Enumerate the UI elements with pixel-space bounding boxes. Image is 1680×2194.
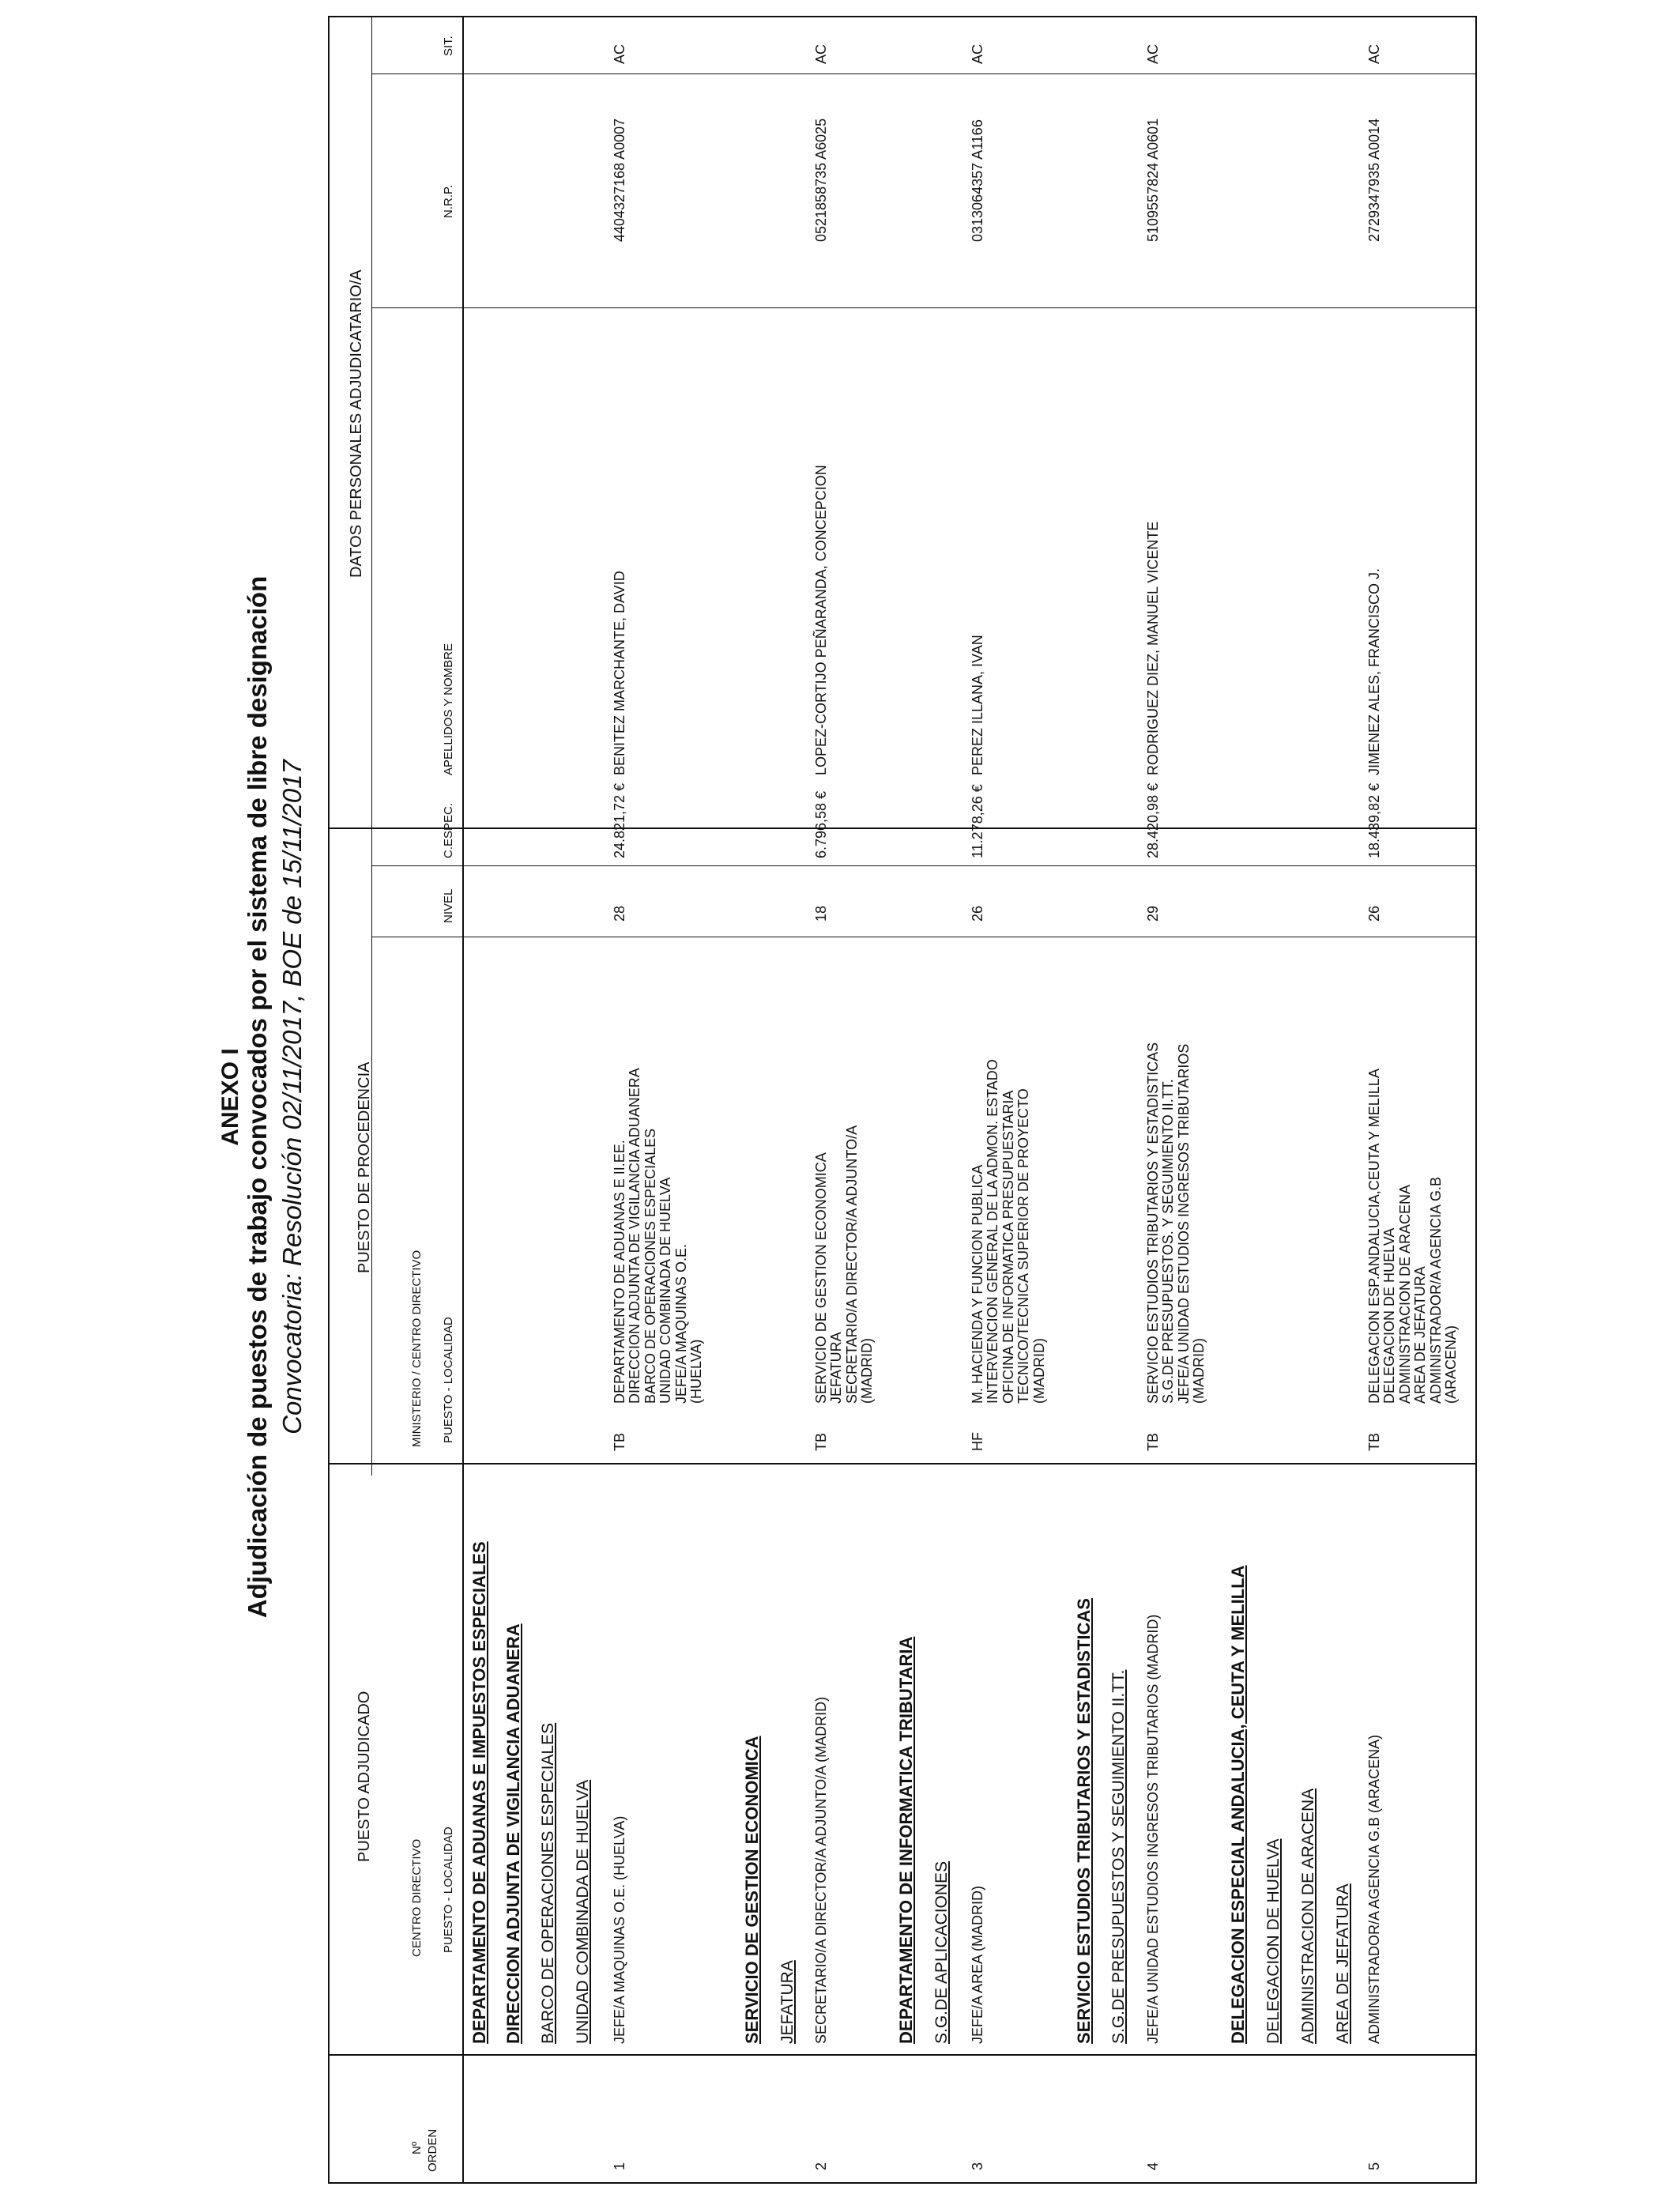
table-border-left <box>328 2182 1477 2184</box>
procedencia-detail: DELEGACION ESP.ANDALUCIA,CEUTA Y MELILLA DELEGACION DE HUELVA ADMINISTRACION DE ARACENA AREA DE JEFATURA ADMINISTRADOR/A AGENCIA G.B (ARACENA) <box>1366 1069 1460 1404</box>
puesto-localidad: SECRETARIO/A DIRECTOR/A ADJUNTO/A (MADRID) <box>813 1696 829 2044</box>
unit-label: S.G.DE APLICACIONES <box>932 1860 951 2044</box>
unit-label: AREA DE JEFATURA <box>1334 1883 1352 2044</box>
apellidos-nombre-value: PEREZ ILLANA, IVAN <box>970 635 985 775</box>
puesto-localidad-header: PUESTO - LOCALIDAD <box>442 1826 455 1953</box>
centro-directivo: DEPARTAMENTO DE INFORMATICA TRIBUTARIA <box>896 1636 916 2044</box>
sit-header: SIT. <box>442 36 455 56</box>
puesto-localidad-2-header: PUESTO - LOCALIDAD <box>442 1317 455 1443</box>
procedencia-detail: DEPARTAMENTO DE ADUANAS E II.EE. DIRECCION ADJUNTA DE VIGILANCIA ADUANERA BARCO DE OPERACIONES ESPECIALES UNIDAD COMBINADA DE HUELVA JEFE/A MAQUINAS O.E. (HUELVA) <box>612 1068 705 1404</box>
orden-number: 3 <box>970 2162 985 2170</box>
col-sep-procedencia <box>328 1463 1475 1465</box>
apellidos-nombre-value: JIMENEZ ALES, FRANCISCO J. <box>1366 567 1382 775</box>
nrp-value: 4404327168 A0007 <box>612 118 627 242</box>
centro-directivo: DIRECCION ADJUNTA DE VIGILANCIA ADUANERA <box>503 1623 523 2044</box>
c-espec-value: 28.420,98 € <box>1145 782 1161 858</box>
nivel-header: NIVEL <box>442 888 455 923</box>
procedencia-code: HF <box>970 1432 985 1451</box>
col-sep-datos <box>328 827 1475 829</box>
col-sep-nrp <box>371 307 1475 308</box>
sit-value: AC <box>612 43 627 64</box>
procedencia-code: TB <box>813 1432 829 1451</box>
puesto-localidad: JEFE/A UNIDAD ESTUDIOS INGRESOS TRIBUTARIOS (MADRID) <box>1145 1614 1161 2044</box>
procedencia-detail: SERVICIO ESTUDIOS TRIBUTARIOS Y ESTADISTICAS S.G.DE PRESUPUESTOS. Y SEGUIMIENTO II.TT. JEFE/A UNIDAD ESTUDIOS INGRESOS TRIBUTARIOS (MADRID) <box>1145 1042 1207 1404</box>
annex-title: ANEXO I <box>217 1048 243 1146</box>
datos-personales-header: DATOS PERSONALES ADJUDICATARIO/A <box>348 270 365 578</box>
table-border-top <box>328 17 330 2184</box>
col-sep-orden <box>328 2054 1475 2056</box>
apellidos-nombre-value: BENITEZ MARCHANTE, DAVID <box>612 571 627 775</box>
orden-number: 1 <box>612 2162 627 2170</box>
nivel-value: 26 <box>1366 905 1382 922</box>
sit-value: AC <box>813 43 829 64</box>
apellidos-nombre-header: APELLIDOS Y NOMBRE <box>442 643 455 775</box>
puesto-adjudicado-header: PUESTO ADJUDICADO <box>356 1691 373 1862</box>
orden-header-2: ORDEN <box>426 2128 439 2172</box>
centro-directivo: SERVICIO ESTUDIOS TRIBUTARIOS Y ESTADISTICAS <box>1074 1598 1094 2044</box>
c-espec-value: 6.796,58 € <box>813 790 829 858</box>
convocatoria-line: Convocatoria: Resolución 02/11/2017, BOE de 15/11/2017 <box>277 760 307 1434</box>
puesto-localidad: JEFE/A AREA (MADRID) <box>970 1885 985 2044</box>
centro-directivo: DEPARTAMENTO DE ADUANAS E IMPUESTOS ESPECIALES <box>469 1541 489 2044</box>
sit-value: AC <box>970 43 985 64</box>
nivel-value: 18 <box>813 905 829 922</box>
col-sep-cespec <box>371 865 1475 866</box>
procedencia-detail: M. HACIENDA Y FUNCION PUBLICA INTERVENCION GENERAL DE LA ADMON. ESTADO OFICINA DE INFORMATICA PRESUPUESTARIA TECNICO/TECNICA SUPERIOR DE PROYECTO (MADRID) <box>970 1059 1047 1404</box>
c-espec-value: 24.821,72 € <box>612 782 627 858</box>
centro-directivo-header: CENTRO DIRECTIVO <box>410 1838 424 1957</box>
ministerio-centro-header: MINISTERIO / CENTRO DIRECTIVO <box>410 1250 424 1447</box>
orden-number: 5 <box>1366 2162 1382 2170</box>
nrp-value: 0313064357 A1166 <box>970 119 985 242</box>
unit-label: S.G.DE PRESUPUESTOS Y SEGUIMIENTO II.TT. <box>1109 1669 1128 2044</box>
unit-label: DELEGACION DE HUELVA <box>1264 1838 1283 2044</box>
table-border-right <box>328 16 1477 17</box>
unit-label: ADMINISTRACION DE ARACENA <box>1299 1788 1317 2044</box>
nivel-value: 29 <box>1145 905 1161 922</box>
unit-label: BARCO DE OPERACIONES ESPECIALES <box>539 1722 557 2044</box>
orden-number: 4 <box>1145 2162 1161 2170</box>
document-title: Adjudicación de puestos de trabajo convocados por el sistema de libre designación <box>243 575 272 1619</box>
c-espec-value: 18.439,82 € <box>1366 782 1382 858</box>
procedencia-detail: SERVICIO DE GESTION ECONOMICA JEFATURA SECRETARIO/A DIRECTOR/A ADJUNTO/A (MADRID) <box>813 1125 876 1404</box>
puesto-procedencia-header: PUESTO DE PROCEDENCIA <box>356 1061 373 1273</box>
apellidos-nombre-value: RODRIGUEZ DIEZ, MANUEL VICENTE <box>1145 521 1161 775</box>
nrp-header: N.R.P. <box>442 184 455 218</box>
orden-header-1: Nº <box>410 2141 424 2154</box>
puesto-localidad: JEFE/A MAQUINAS O.E. (HUELVA) <box>612 1815 627 2044</box>
centro-directivo: SERVICIO DE GESTION ECONOMICA <box>742 1736 762 2044</box>
table-border-bottom <box>1475 17 1477 2184</box>
centro-directivo: DELEGACION ESPECIAL ANDALUCIA, CEUTA Y MELILLA <box>1228 1565 1248 2044</box>
unit-label: JEFATURA <box>778 1960 797 2044</box>
procedencia-code: TB <box>612 1432 627 1451</box>
header-bottom-line <box>462 17 464 2184</box>
sit-value: AC <box>1145 43 1161 64</box>
nrp-value: 0521858735 A6025 <box>813 118 829 242</box>
procedencia-code: TB <box>1366 1432 1382 1451</box>
nrp-value: 5109557824 A0601 <box>1145 118 1161 242</box>
nivel-value: 28 <box>612 905 627 922</box>
nivel-value: 26 <box>970 905 985 922</box>
puesto-localidad: ADMINISTRADOR/A AGENCIA G.B (ARACENA) <box>1366 1734 1382 2044</box>
sit-value: AC <box>1366 43 1382 64</box>
unit-label: UNIDAD COMBINADA DE HUELVA <box>574 1779 592 2044</box>
orden-number: 2 <box>813 2162 829 2170</box>
nrp-value: 2729347935 A0014 <box>1366 118 1382 242</box>
apellidos-nombre-value: LOPEZ-CORTIJO PEÑARANDA, CONCEPCION <box>813 465 829 775</box>
procedencia-code: TB <box>1145 1432 1161 1451</box>
c-espec-value: 11.278,26 € <box>970 784 985 858</box>
c-espec-header: C.ESPEC. <box>442 802 455 858</box>
